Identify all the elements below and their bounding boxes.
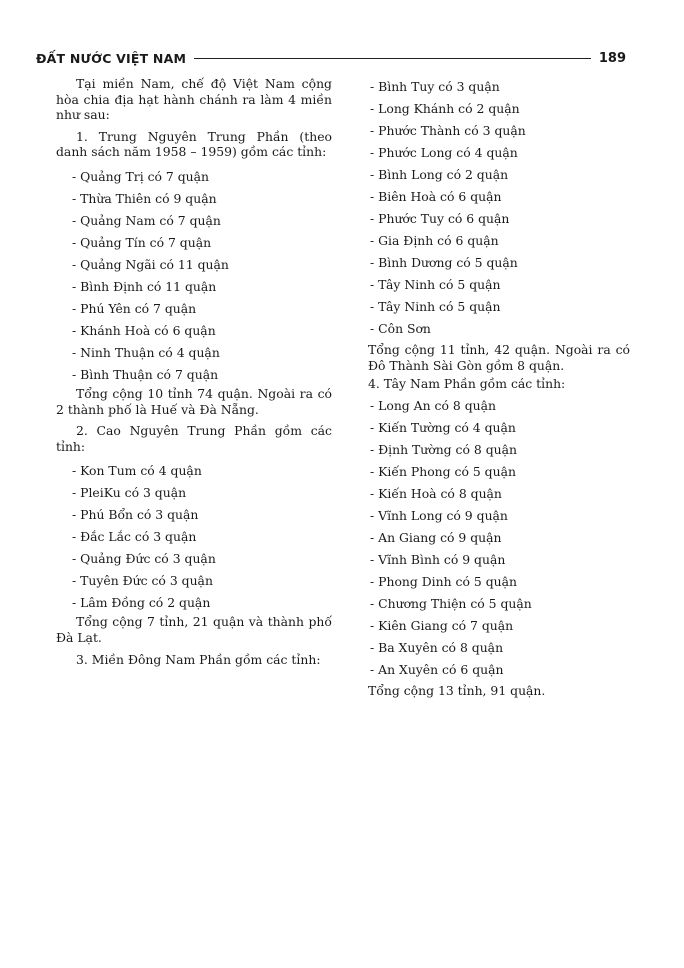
section-2-heading: 2. Cao Nguyên Trung Phần gồm các tỉnh: — [56, 423, 332, 454]
list-item: - Quảng Ngãi có 11 quận — [72, 256, 229, 272]
list-item: - An Giang có 9 quận — [370, 529, 502, 545]
section-1-heading: 1. Trung Nguyên Trung Phần (theo danh sách năm 1958 – 1959) gồm các tỉnh: — [56, 128, 332, 160]
running-title: ĐẤT NƯỚC VIỆT NAM — [36, 50, 187, 66]
list-item: - Phước Long có 4 quận — [370, 145, 518, 160]
list-item: - Tuyên Đức có 3 quận — [72, 573, 213, 589]
intro-paragraph: Tại miền Nam, chế độ Việt Nam cộng hòa chia địa hạt hành chánh ra làm 4 miền như sau: — [56, 76, 332, 123]
list-item: - Côn Sơn — [370, 321, 431, 336]
section-3-heading: 3. Miền Đông Nam Phần gồm các tỉnh: — [76, 651, 321, 667]
list-item: - Biên Hoà có 6 quận — [370, 189, 502, 204]
section-1-total: Tổng cộng 10 tỉnh 74 quận. Ngoài ra có 2 thành phố là Huế và Đà Nẵng. — [56, 385, 332, 417]
list-item: - Phú Yên có 7 quận — [72, 300, 197, 316]
list-item: - Kiên Giang có 7 quận — [370, 617, 514, 633]
running-header — [36, 48, 626, 68]
list-item: - An Xuyên có 6 quận — [370, 661, 504, 677]
page-number: 189 — [598, 50, 626, 66]
list-item: - Quảng Trị có 7 quận — [72, 168, 210, 184]
list-item: - Thừa Thiên có 9 quận — [72, 190, 217, 206]
left-column — [56, 76, 332, 673]
list-item: - Vĩnh Long có 9 quận — [370, 507, 508, 523]
list-item: - Kiến Tường có 4 quận — [370, 419, 516, 435]
list-item: - Bình Dương có 5 quận — [370, 255, 518, 270]
list-item: - Kon Tum có 4 quận — [72, 463, 202, 479]
list-item: - Bình Định có 11 quận — [72, 278, 217, 294]
list-item: - Định Tường có 8 quận — [370, 441, 517, 457]
list-item: - PleiKu có 3 quận — [72, 485, 187, 501]
list-item: - Chương Thiện có 5 quận — [370, 595, 532, 611]
list-item: - Kiến Phong có 5 quận — [370, 463, 516, 479]
section-4-list — [368, 395, 630, 681]
list-item: - Phú Bổn có 3 quận — [72, 507, 199, 523]
list-item: - Ninh Thuận có 4 quận — [72, 344, 220, 360]
list-item: - Quảng Tín có 7 quận — [72, 234, 212, 250]
list-item: - Bình Tuy có 3 quận — [370, 79, 500, 94]
list-item: - Lâm Đồng có 2 quận — [72, 595, 211, 611]
list-item: - Khánh Hoà có 6 quận — [72, 322, 216, 338]
list-item: - Kiến Hoà có 8 quận — [370, 485, 502, 501]
list-item: - Phước Tuy có 6 quận — [370, 211, 510, 226]
list-item: - Quảng Đức có 3 quận — [72, 551, 216, 567]
section-3-total: Tổng cộng 11 tỉnh, 42 quận. Ngoài ra có Đô Thành Sài Gòn gồm 8 quận. — [368, 342, 630, 373]
list-item: - Đắc Lắc có 3 quận — [72, 529, 197, 545]
section-2-total: Tổng cộng 7 tỉnh, 21 quận và thành phố Đà Lạt. — [56, 614, 332, 645]
list-item: - Phong Dinh có 5 quận — [370, 573, 517, 589]
list-item: - Tây Ninh có 5 quận — [370, 299, 501, 314]
section-4-total: Tổng cộng 13 tỉnh, 91 quận. — [368, 682, 546, 698]
list-item: - Quảng Nam có 7 quận — [72, 212, 221, 228]
section-1-list — [56, 166, 332, 386]
list-item: - Bình Thuận có 7 quận — [72, 366, 219, 382]
header-rule — [194, 58, 591, 59]
section-2-list — [56, 460, 332, 614]
list-item: - Ba Xuyên có 8 quận — [370, 639, 504, 655]
list-item: - Gia Định có 6 quận — [370, 233, 499, 248]
list-item: - Bình Long có 2 quận — [370, 167, 509, 182]
right-column — [368, 76, 630, 701]
list-item: - Long Khánh có 2 quận — [370, 101, 520, 116]
list-item: - Tây Ninh có 5 quận — [370, 277, 501, 292]
list-item: - Phước Thành có 3 quận — [370, 123, 526, 138]
list-item: - Long An có 8 quận — [370, 397, 496, 413]
list-item: - Vĩnh Bình có 9 quận — [370, 551, 506, 567]
section-3-list — [368, 76, 630, 340]
section-4-heading: 4. Tây Nam Phần gồm các tỉnh: — [368, 376, 566, 392]
